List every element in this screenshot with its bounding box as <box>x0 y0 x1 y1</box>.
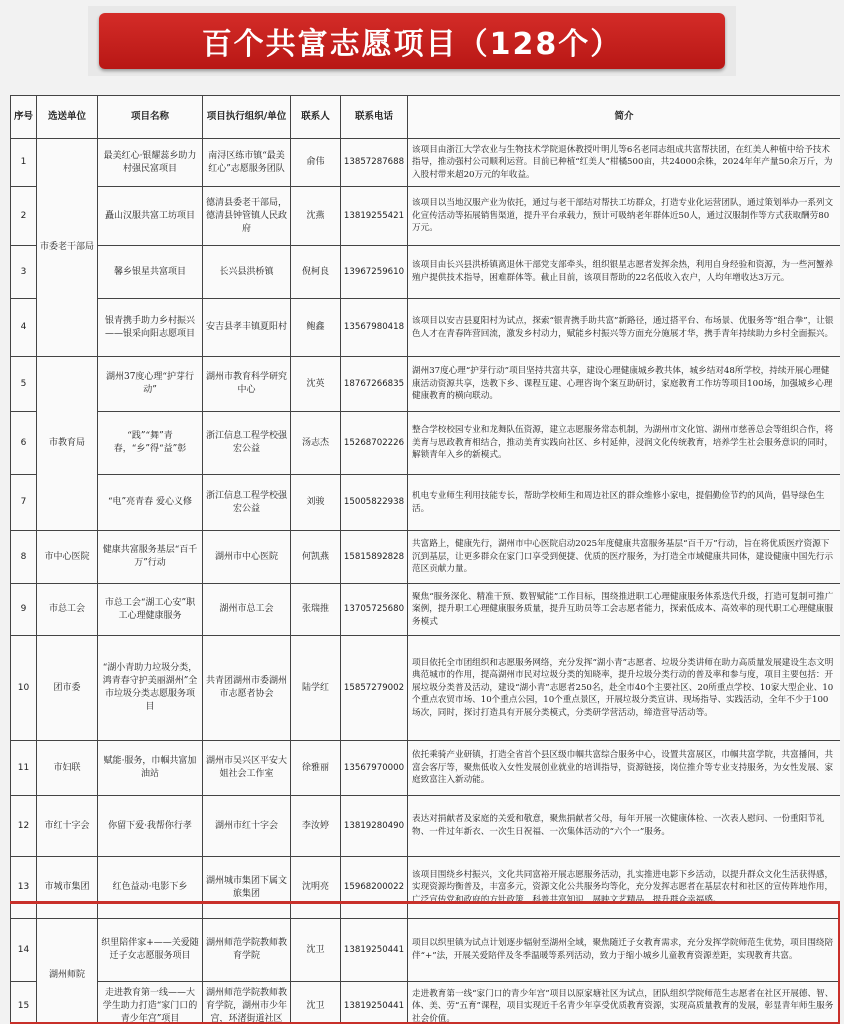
project-name: 红色益动·电影下乡 <box>98 857 203 919</box>
executing-org: 湖州市中心医院 <box>203 531 291 584</box>
contact-phone: 15968200022 <box>341 857 408 919</box>
project-name: 馨乡银星共富项目 <box>98 246 203 299</box>
table-row <box>11 412 841 475</box>
contact-person: 陆学红 <box>291 636 341 741</box>
contact-phone: 15857279002 <box>341 636 408 741</box>
table-row <box>11 584 841 636</box>
column-header: 简介 <box>408 96 841 139</box>
table-row <box>11 636 841 741</box>
row-number: 2 <box>11 187 37 246</box>
submitting-unit: 市城市集团 <box>37 857 98 919</box>
table-row <box>11 475 841 531</box>
submitting-unit: 市中心医院 <box>37 531 98 584</box>
project-description: 表达对捐献者及家庭的关爱和敬意，聚焦捐献者父母，每年开展一次健康体检、一次表人慰问、一份重阳节礼物、一件过年新衣、一次生日祝福、一次集体活动的“六个一”服务。 <box>408 796 841 857</box>
table-row <box>11 919 841 982</box>
table-row <box>11 857 841 919</box>
project-description: 聚焦“服务深化、精准干预、数智赋能”工作目标，围绕推进职工心理健康服务体系迭代升级，打造可复制可推广案例，提升职工心理健康服务质量，提升互助员等工会志愿者能力，探索低成本、高效率的现代职工心理健康服务模式 <box>408 584 841 636</box>
column-header: 联系人 <box>291 96 341 139</box>
submitting-unit: 市妇联 <box>37 741 98 796</box>
submitting-unit: 市红十字会 <box>37 796 98 857</box>
contact-phone: 13967259610 <box>341 246 408 299</box>
executing-org: 共青团湖州市委湖州市志愿者协会 <box>203 636 291 741</box>
project-name: 赋能·服务，巾帼共富加油站 <box>98 741 203 796</box>
contact-person: 沈燕 <box>291 187 341 246</box>
contact-person: 汤志杰 <box>291 412 341 475</box>
executing-org: 湖州师范学院教师教育学院，湖州市少年宫，环渚街道社区 <box>203 982 291 1024</box>
contact-person: 俞伟 <box>291 139 341 187</box>
table-row <box>11 299 841 357</box>
contact-phone: 13819250441 <box>341 982 408 1024</box>
contact-person: 倪柯良 <box>291 246 341 299</box>
project-description: 该项目围绕乡村振兴，文化共同富裕开展志愿服务活动，扎实推进电影下乡活动，以提升群众文化生活获得感，实现资源均衡普及，丰富多元，资源文化公共服务均等化，充分发挥志愿者在基层农村和社区的宣传阵地作用，广泛宣传党和政府的方针政策，科普共富知识，展映文艺精品，提升群众幸福感。 <box>408 857 841 919</box>
project-name: “电”亮青春 爱心义修 <box>98 475 203 531</box>
table-row <box>11 531 841 584</box>
project-description: 机电专业师生利用技能专长，帮助学校师生和周边社区的群众维修小家电，提倡勤俭节约的风尚，倡导绿色生活。 <box>408 475 841 531</box>
executing-org: 湖州城市集团下属文旅集团 <box>203 857 291 919</box>
row-number: 15 <box>11 982 37 1024</box>
table-header-row <box>11 96 841 139</box>
row-number: 11 <box>11 741 37 796</box>
column-header: 项目执行组织/单位 <box>203 96 291 139</box>
contact-phone: 13567970000 <box>341 741 408 796</box>
table-row <box>11 187 841 246</box>
contact-person: 沈卫 <box>291 919 341 982</box>
row-number: 3 <box>11 246 37 299</box>
row-number: 5 <box>11 357 37 412</box>
title-banner <box>88 6 736 76</box>
table-row <box>11 139 841 187</box>
project-table <box>10 95 840 1024</box>
contact-phone: 13819255421 <box>341 187 408 246</box>
contact-phone: 13857287688 <box>341 139 408 187</box>
project-sheet <box>10 95 840 1024</box>
project-description: 项目依托全市团组织和志愿服务网络，充分发挥“湖小青”志愿者、垃圾分类讲师在助力高质量发展建设生态文明典范城市的作用，提高湖州市民对垃圾分类的知晓率，提升垃圾分类行动的普及率和参与度，项目主要包括：开展垃圾分类普及活动，建设“湖小青”志愿者250名，赴全市40个主要社区、20所重点学校、10家大型企业、10个重点农贸市场、10个重点公园，10个重点景区，开展垃圾分类宣讲、现场指导、实践活动，全年不少于100场次，同时，探讨打造具有开展分类模式，分类研学营活动，缔造营导活动等。 <box>408 636 841 741</box>
project-name: 你留下爱·我帮你行孝 <box>98 796 203 857</box>
contact-person: 张瑞推 <box>291 584 341 636</box>
column-header: 选送单位 <box>37 96 98 139</box>
row-number: 4 <box>11 299 37 357</box>
row-number: 6 <box>11 412 37 475</box>
project-description: 项目以织里镇为试点计划逐步辐射至湖州全域，聚焦随迁子女教育需求，充分发挥学院师范生优势，项目围绕陪伴“+”法，开展关爱陪伴及冬季温暖等系列活动，致力于缩小城乡儿童教育资源差距，实现教育共富。 <box>408 919 841 982</box>
project-description: 整合学校校园专业和龙舞队伍资源，建立志愿服务常态机制，为湖州市文化馆、湖州市慈善总会等组织合作，将美育与思政教育相结合，推动美育实践向社区、乡村延伸，浸润文化传统教育，培养学生社会服务意识的同时，解锁青年入乡的新模式。 <box>408 412 841 475</box>
project-description: 该项目以当地汉服产业为依托，通过与老干部结对帮扶工坊群众，打造专业化运营团队，通过策划举办一系列文化宣传活动等拓展销售渠道，提升平台承载力，预计可吸纳老年群体近50人，通过汉服制作等方式获取酬劳80万元。 <box>408 187 841 246</box>
project-name: “践”“舞”青春，“乡”得“益”彰 <box>98 412 203 475</box>
row-number: 12 <box>11 796 37 857</box>
project-name: 走进教育第一线——大学生助力打造“家门口的青少年宫”项目 <box>98 982 203 1024</box>
project-name: 矗山汉服共富工坊项目 <box>98 187 203 246</box>
executing-org: 德清县委老干部局，德清县钟管镇人民政府 <box>203 187 291 246</box>
project-name: 健康共富服务基层“百千万”行动 <box>98 531 203 584</box>
project-description: 走进教育第一线“家门口的青少年宫”项目以原家塘社区为试点，团队组织学院师范生志愿者在社区开展德、智、体、美、劳“五育”课程，项目实现近千名青少年享受优质教育资源，实现高质量教育的发展，彰显青年师生服务社会价值。 <box>408 982 841 1024</box>
submitting-unit: 市总工会 <box>37 584 98 636</box>
executing-org: 南浔区练市镇“最美红心”志愿服务团队 <box>203 139 291 187</box>
project-name: 市总工会“湖工心安”职工心理健康服务 <box>98 584 203 636</box>
contact-phone: 13567980418 <box>341 299 408 357</box>
contact-person: 鲍鑫 <box>291 299 341 357</box>
contact-person: 沈明亮 <box>291 857 341 919</box>
contact-person: 沈英 <box>291 357 341 412</box>
contact-phone: 15815892828 <box>341 531 408 584</box>
project-name: 最美红心·银耀蕊乡助力村强民富项目 <box>98 139 203 187</box>
project-description: 共富路上，健康先行，湖州市中心医院启动2025年度健康共富服务基层“百千万”行动，旨在将优质医疗资源下沉到基层，让更多群众在家门口享受到便捷、优质的医疗服务，为打造全市域健康共同体，建设健康中国先行示范区贡献力量。 <box>408 531 841 584</box>
contact-person: 刘骏 <box>291 475 341 531</box>
project-description: 该项目由长兴县洪桥镇离退休干部党支部牵头，组织银星志愿者发挥余热，利用自身经验和资源，为一些河蟹养殖户提供技术指导，困难群体等。截止目前，该项目帮助的22名低收入农户，人均年增收达3万元。 <box>408 246 841 299</box>
project-name: 银青携手助力乡村振兴——银采向阳志愿项目 <box>98 299 203 357</box>
contact-person: 沈卫 <box>291 982 341 1024</box>
project-name: 织里陪伴家+——关爱随迁子女志愿服务项目 <box>98 919 203 982</box>
executing-org: 长兴县洪桥镇 <box>203 246 291 299</box>
project-description: 该项目由浙江大学农业与生物技术学院退休教授叶明儿等6名老同志组成共富帮扶团，在红美人种植中给予技术指导，推动强村公司顺利运营。目前已种植“红美人”柑橘500亩，共24000余株，2024年年产量50余万斤，为入股村带来超20万元的年收益。 <box>408 139 841 187</box>
row-number: 10 <box>11 636 37 741</box>
table-row <box>11 357 841 412</box>
contact-person: 何凯燕 <box>291 531 341 584</box>
table-row <box>11 982 841 1024</box>
column-header: 联系电话 <box>341 96 408 139</box>
executing-org: 湖州市教育科学研究中心 <box>203 357 291 412</box>
contact-phone: 13819250441 <box>341 919 408 982</box>
contact-phone: 13819280490 <box>341 796 408 857</box>
executing-org: 安吉县孝丰镇夏阳村 <box>203 299 291 357</box>
row-number: 1 <box>11 139 37 187</box>
row-number: 7 <box>11 475 37 531</box>
contact-phone: 13705725680 <box>341 584 408 636</box>
row-number: 14 <box>11 919 37 982</box>
submitting-unit: 市委老干部局 <box>37 139 98 357</box>
project-description: 依托乘骑产业研镇，打造全省首个县区级巾帼共富综合服务中心，设置共富展区，巾帼共富学院，共富播间，共富会客厅等，聚焦低收入女性发展创业就业的培训指导，资源链接，岗位推介等专业支持服务，为女性发展、家庭致富注入新动能。 <box>408 741 841 796</box>
row-number: 9 <box>11 584 37 636</box>
project-name: “湖小青助力垃圾分类，鸿青春守护美丽湖州”全市垃圾分类志愿服务项目 <box>98 636 203 741</box>
executing-org: 湖州市总工会 <box>203 584 291 636</box>
table-row <box>11 741 841 796</box>
column-header: 序号 <box>11 96 37 139</box>
contact-phone: 15005822938 <box>341 475 408 531</box>
executing-org: 湖州市红十字会 <box>203 796 291 857</box>
contact-phone: 18767266835 <box>341 357 408 412</box>
column-header: 项目名称 <box>98 96 203 139</box>
row-number: 8 <box>11 531 37 584</box>
contact-phone: 15268702226 <box>341 412 408 475</box>
executing-org: 湖州师范学院教师教育学院 <box>203 919 291 982</box>
executing-org: 湖州市吴兴区平安大姐社会工作室 <box>203 741 291 796</box>
table-row <box>11 246 841 299</box>
executing-org: 浙江信息工程学校强宏公益 <box>203 475 291 531</box>
contact-person: 徐雅丽 <box>291 741 341 796</box>
submitting-unit: 湖州师院 <box>37 919 98 1024</box>
executing-org: 浙江信息工程学校强宏公益 <box>203 412 291 475</box>
table-row <box>11 796 841 857</box>
row-number: 13 <box>11 857 37 919</box>
project-description: 湖州37度心理“护芽行动”项目坚持共富共享，建设心理健康城乡教共体，城乡结对48所学校，持续开展心理健康活动资源共享，迭教下乡、课程互建、心理咨询个案互助研讨，家庭教育工作坊等项目100场，加强城乡心理健康教育的横向联动。 <box>408 357 841 412</box>
project-description: 该项目以安吉县夏阳村为试点，探索“银青携手助共富”新路径，通过搭平台、布场景、优服务等“组合拳”，让银色人才在青春阵营回流，激发乡村动力，赋能乡村振兴等方面充分施展才华，携手青年持续助力乡村全面振兴。 <box>408 299 841 357</box>
contact-person: 李汝婷 <box>291 796 341 857</box>
submitting-unit: 团市委 <box>37 636 98 741</box>
page-title: 百个共富志愿项目（128个） <box>99 13 725 69</box>
project-name: 湖州37度心理“护芽行动” <box>98 357 203 412</box>
submitting-unit: 市教育局 <box>37 357 98 531</box>
